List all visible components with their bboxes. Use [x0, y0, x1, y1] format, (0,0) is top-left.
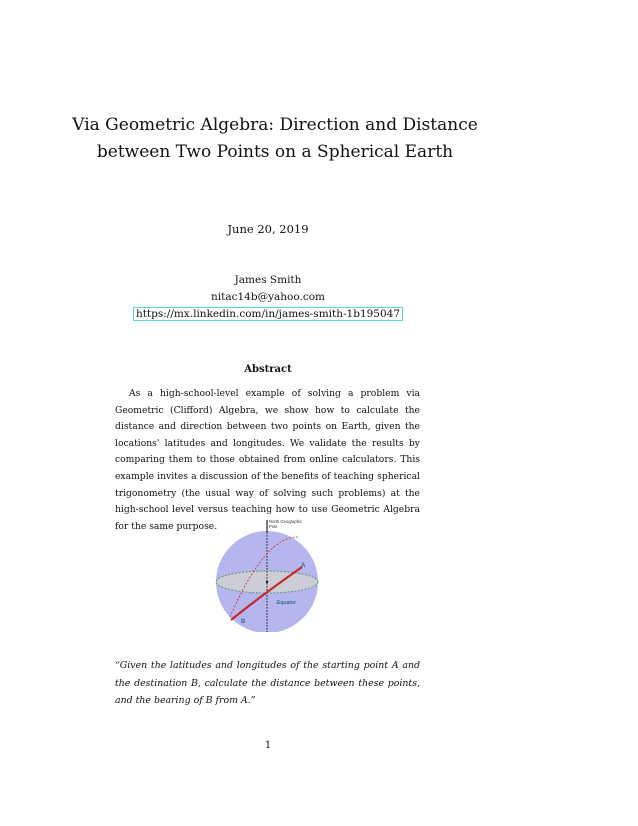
title-line-1: Via Geometric Algebra: Direction and Distance — [72, 115, 478, 135]
paper-date: June 20, 2019 — [227, 222, 309, 236]
sphere-figure — [210, 516, 330, 632]
title-line-2: between Two Points on a Spherical Earth — [96, 142, 454, 162]
author-url-link[interactable]: https://mx.linkedin.com/in/james-smith-1b195047 — [133, 307, 403, 321]
author-block — [0, 272, 536, 323]
pole-label: North Geographic — [269, 519, 303, 524]
point-b-label: B — [241, 619, 246, 625]
equator-label: Equator — [277, 600, 296, 606]
point-a-label: A — [301, 563, 306, 569]
page-number: 1 — [264, 740, 272, 751]
author-email: nitac14b@yahoo.com — [211, 291, 325, 303]
problem-quote: “Given the latitudes and longitudes of the starting point A and the destination B, calculate the distance between these points, and the bearing of B from A.” — [115, 660, 420, 706]
pole-label-2: Pole — [269, 524, 278, 529]
author-name: James Smith — [234, 274, 302, 286]
abstract-heading: Abstract — [244, 364, 292, 375]
sphere-center — [266, 581, 268, 583]
paper-title — [60, 112, 490, 166]
abstract-text: As a high-school-level example of solving a problem via Geometric (Clifford) Algebra, we show how to calculate the distance and direction between two points on Earth, given the locations' latitudes and longitudes. We validate the results by comparing them to those obtained from online calculators. This example invites a discussion of the benefits of teaching spherical trigonometry (the usual way of solving such problems) at the high-school level versus teaching how to use Geometric Algebra for the same purpose. — [115, 388, 420, 532]
